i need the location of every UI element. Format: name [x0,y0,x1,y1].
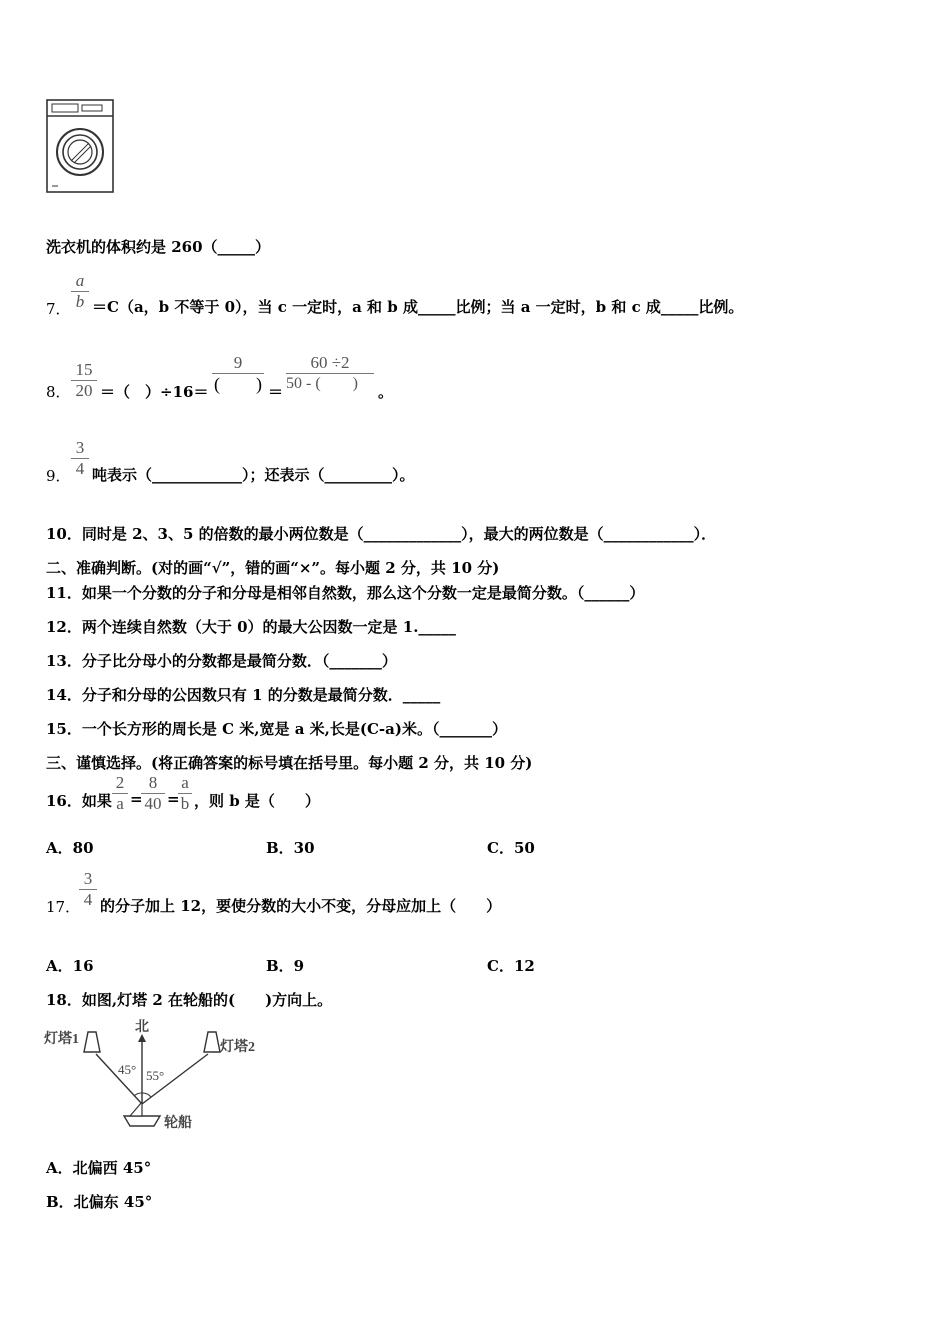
angle2-label: 55° [146,1068,165,1083]
ship-sail-icon [130,1102,142,1116]
q17-option-c: C．12 [487,957,535,975]
q16-fraction-2 [141,774,165,813]
tower2-label: 灯塔2 [220,1040,255,1055]
q11-text: 11．如果一个分数的分子和分母是相邻自然数，那么这个分数一定是最简分数。（______） [46,584,645,602]
washer-volume-line: 洗衣机的体积约是 260（_____） [46,238,271,256]
q12-text: 12．两个连续自然数（大于 0）的最大公因数一定是 1._____ [46,618,456,636]
q8-eq2: ＝ [268,383,284,401]
north-label: 北 [135,1020,149,1035]
q9-frac-numerator: 3 [75,438,85,457]
q17-text: 的分子加上 12，要使分数的大小不变，分母应加上（ ） [100,897,502,915]
q16-f3-denominator: b [180,794,190,813]
q8-fraction-1 [71,361,97,400]
q18-option-b: B．北偏东 45° [46,1193,153,1211]
angle-arc-1 [134,1093,142,1096]
q17-frac-numerator: 3 [83,869,93,888]
q14-text: 14．分子和分母的公因数只有 1 的分数是最简分数．_____ [46,686,441,704]
q16-f2-numerator: 8 [148,773,158,792]
q7-fraction [71,272,89,311]
q8-f1-denominator: 20 [75,381,93,400]
angle1-label: 45° [118,1062,137,1077]
q8-f3-denominator: 50 - ( ) [286,375,358,392]
q8-fraction-2 [212,354,264,393]
q17-frac-denominator: 4 [83,890,93,909]
q9-number: 9． [46,467,71,485]
angle-arc-2 [142,1093,151,1097]
q16-option-a: A．80 [46,839,94,857]
q7-number: 7． [46,300,71,318]
q9-text: 吨表示（____________）；还表示（_________）。 [92,466,415,484]
q16-option-c: C．50 [487,839,535,857]
q17-number: 17． [46,898,81,916]
q17-option-a: A．16 [46,957,94,975]
q10-text: 10．同时是 2、3、5 的倍数的最小两位数是（_____________），最大的两位数是（____________）． [46,525,717,543]
washing-machine-image [44,98,116,196]
tower1-icon [84,1032,100,1052]
q7-frac-numerator: a [75,271,85,290]
q7-text: ＝C（a，b 不等于 0），当 c 一定时，a 和 b 成_____比例；当 a 一定时，b 和 c 成_____比例。 [92,298,744,316]
ship-hull-icon [124,1116,160,1126]
q16-option-b: B．30 [266,839,315,857]
section-3-title: 三、谨慎选择。(将正确答案的标号填在括号里。每小题 2 分，共 10 分) [46,754,533,772]
tower2-icon [204,1032,220,1052]
q16-fraction-3 [178,774,192,813]
q16-eq-2: = [167,790,180,808]
tower1-label: 灯塔1 [44,1032,79,1047]
ship-label: 轮船 [164,1116,192,1131]
q8-number: 8． [46,383,71,401]
q18-text: 18．如图,灯塔 2 在轮船的( )方向上。 [46,991,333,1009]
q16-f3-numerator: a [181,773,189,792]
q8-end: 。 [378,383,394,401]
q7-frac-denominator: b [75,292,85,311]
q9-fraction [71,439,89,478]
q8-f2-numerator: 9 [233,353,243,372]
q8-eq1: ＝（ ）÷16＝ [100,383,209,401]
q13-text: 13．分子比分母小的分数都是最简分数．（_______） [46,652,397,670]
q8-f2-denominator: ( ) [214,374,262,394]
q16-text: ，则 b 是（ ） [194,792,320,810]
q9-frac-denominator: 4 [75,459,85,478]
section-2-title: 二、准确判断。(对的画“√”，错的画“×”。每小题 2 分，共 10 分) [46,559,500,577]
q16-f1-numerator: 2 [115,773,125,792]
q17-option-b: B．9 [266,957,305,975]
q16-f1-denominator: a [116,794,124,813]
q17-fraction [79,870,97,909]
q16-number: 16．如果 [46,792,112,810]
q8-f3-numerator: 60 ÷2 [310,353,350,372]
q18-option-a: A．北偏西 45° [46,1159,152,1177]
q16-eq-1: = [130,790,143,808]
q16-fraction-1 [112,774,128,813]
q8-f1-numerator: 15 [75,360,93,379]
q16-f2-denominator: 40 [144,794,162,813]
lighthouse-figure [40,1016,280,1134]
q15-text: 15．一个长方形的周长是 C 米,宽是 a 米,长是(C-a)米。（_______） [46,720,507,738]
q8-fraction-3 [286,354,374,393]
